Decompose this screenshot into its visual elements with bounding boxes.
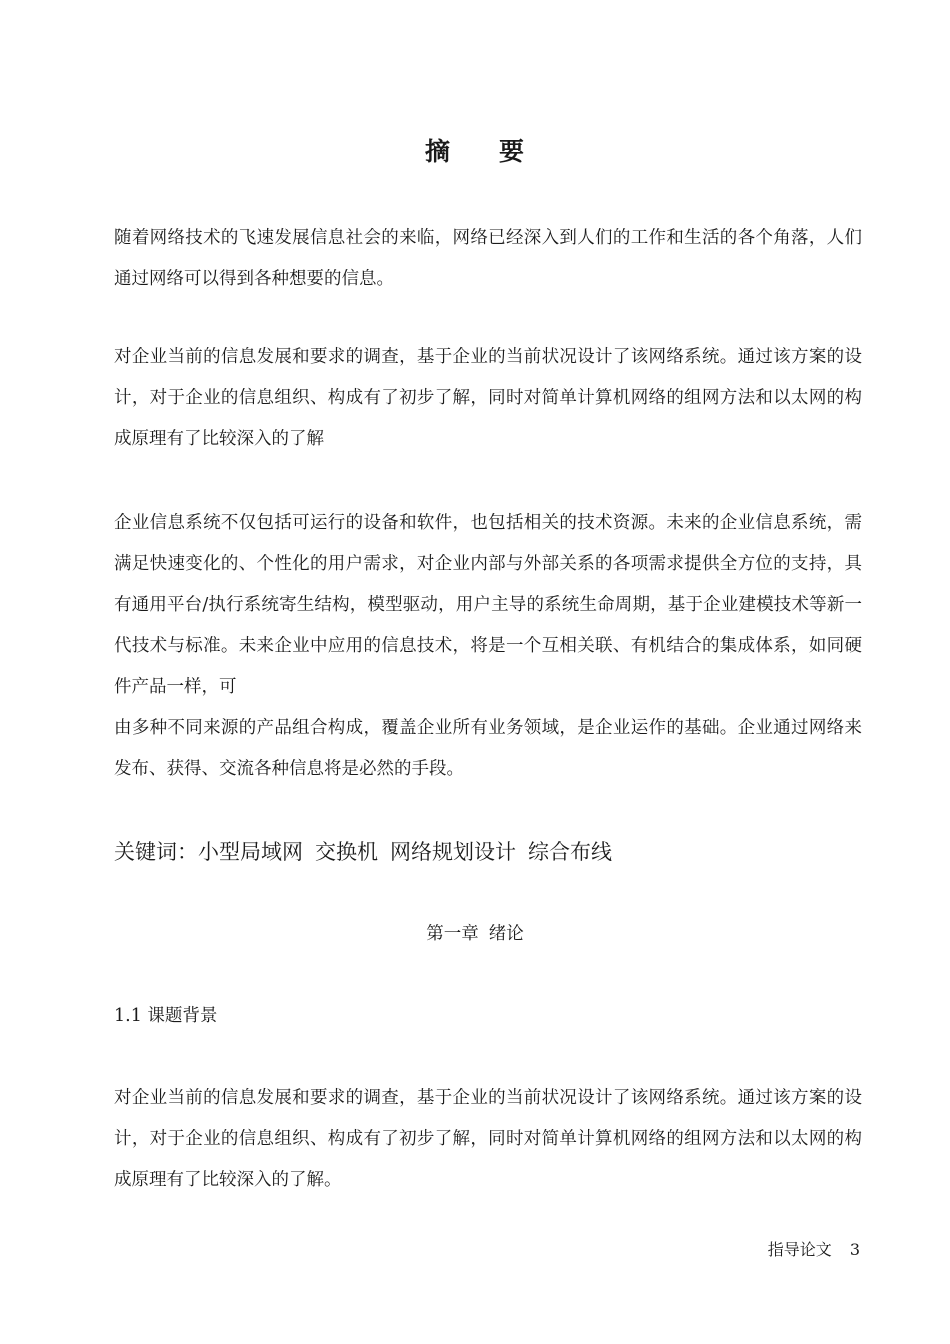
section-paragraph-1: 对企业当前的信息发展和要求的调查，基于企业的当前状况设计了该网络系统。通过该方案的设计，对于企业的信息组织、构成有了初步了解，同时对简单计算机网络的组网方法和以太网的构成原理有了比较深入的了解。: [114, 1088, 862, 1190]
keywords-line: [114, 832, 874, 872]
abstract-paragraph-3-continued: 由多种不同来源的产品组合构成，覆盖企业所有业务领域，是企业运作的基础。企业通过网络来发布、获得、交流各种信息将是必然的手段。: [114, 718, 862, 779]
keyword-term: 综合布线: [528, 840, 612, 864]
chapter-heading: [0, 916, 950, 952]
abstract-paragraph-3: 企业信息系统不仅包括可运行的设备和软件，也包括相关的技术资源。未来的企业信息系统，需满足快速变化的、个性化的用户需求，对企业内部与外部关系的各项需求提供全方位的支持，具有通用平台/执行系统寄生结构，模型驱动，用户主导的系统生命周期，基于企业建模技术等新一代技术与标准。未来企业中应用的信息技术，将是一个互相关联、有机结合的集成体系，如同硬件产品一样，可: [114, 513, 862, 697]
chapter-name: 绪论: [488, 924, 524, 944]
section-heading: 1.1 课题背景: [114, 1006, 218, 1026]
keywords-label: 关键词：: [114, 840, 198, 864]
page-footer: [768, 1236, 860, 1264]
chapter-number: 第一章: [426, 924, 479, 944]
abstract-paragraph-2: 对企业当前的信息发展和要求的调查，基于企业的当前状况设计了该网络系统。通过该方案的设计，对于企业的信息组织、构成有了初步了解，同时对简单计算机网络的组网方法和以太网的构成原理有了比较深入的了解: [114, 347, 862, 449]
page-number: 3: [849, 1240, 860, 1259]
keyword-term: 小型局域网: [198, 840, 303, 864]
footer-label: 指导论文: [767, 1240, 832, 1259]
keyword-term: 网络规划设计: [390, 840, 516, 864]
title-char-right: 要: [499, 137, 526, 166]
keyword-term: 交换机: [315, 840, 378, 864]
abstract-paragraph-1: 随着网络技术的飞速发展信息社会的来临，网络已经深入到人们的工作和生活的各个角落，人们通过网络可以得到各种想要的信息。: [114, 228, 862, 289]
page-title: [0, 132, 950, 168]
title-char-left: 摘: [424, 137, 451, 166]
